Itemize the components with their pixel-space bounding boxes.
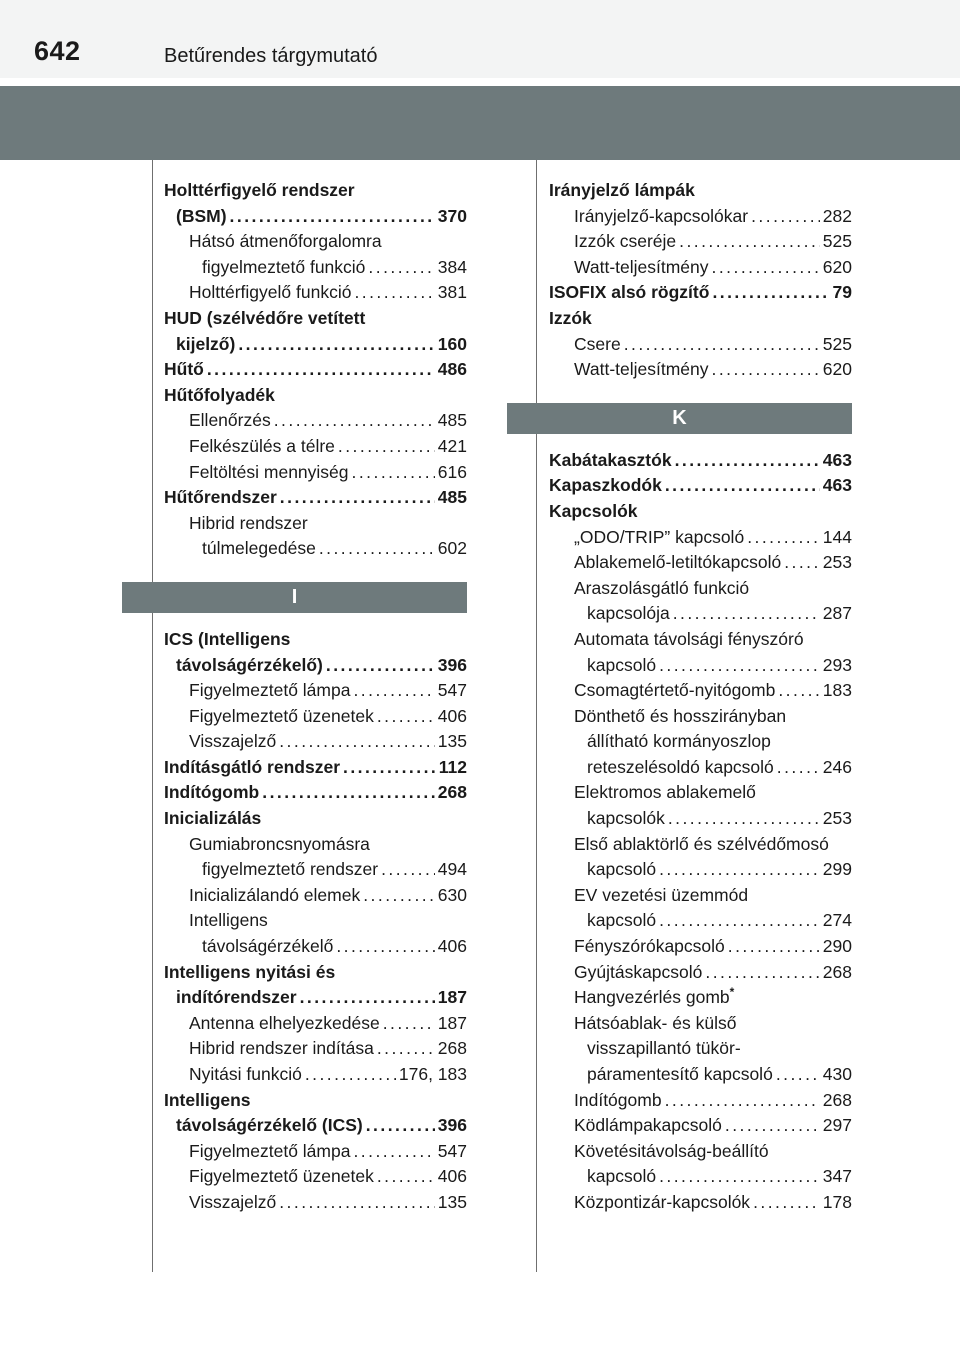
- index-page-ref: 253: [822, 808, 852, 829]
- dot-leader: [776, 1062, 820, 1088]
- column-divider-middle: [536, 160, 537, 1272]
- index-page-ref: 525: [822, 333, 852, 354]
- index-page-ref: 494: [437, 859, 467, 880]
- index-entry-text: figyelmeztető funkció: [202, 256, 366, 277]
- dot-leader: [377, 1164, 435, 1190]
- index-entry: [549, 1036, 852, 1062]
- index-entry: [164, 280, 467, 306]
- index-entry: [549, 280, 852, 306]
- index-letter-heading: K: [507, 403, 852, 434]
- index-page-ref: 274: [822, 910, 852, 931]
- index-entry-text: Figyelmeztető üzenetek: [189, 705, 374, 726]
- index-page-ref: 421: [437, 435, 467, 456]
- index-entry-text: (BSM): [176, 205, 227, 226]
- index-page-ref: 630: [437, 884, 467, 905]
- index-page-ref: 79: [832, 282, 852, 303]
- index-entry: [164, 1036, 467, 1062]
- dot-leader: [659, 653, 820, 679]
- dot-leader: [747, 525, 820, 551]
- index-entry: [549, 832, 852, 858]
- index-entry: [164, 729, 467, 755]
- index-entry: [549, 1164, 852, 1190]
- index-entry: [164, 704, 467, 730]
- dot-leader: [368, 255, 434, 281]
- dot-leader: [274, 408, 435, 434]
- index-entry: [164, 1062, 467, 1088]
- index-entry-text: Gumiabroncsnyomásra: [189, 833, 370, 854]
- index-entry-text: Irányjelző-kapcsolókar: [574, 205, 749, 226]
- index-entry-text: reteszelésoldó kapcsoló: [587, 756, 774, 777]
- dot-leader: [279, 1190, 435, 1216]
- index-page-ref: 178: [822, 1191, 852, 1212]
- index-page-ref: 620: [822, 359, 852, 380]
- index-entry-text: Ablakemelő-letiltókapcsoló: [574, 552, 782, 573]
- dot-leader: [673, 601, 820, 627]
- index-page-ref: 602: [437, 538, 467, 559]
- index-entry: [549, 448, 852, 474]
- index-entry: [164, 960, 467, 986]
- index-page-ref: 293: [822, 654, 852, 675]
- index-entry: [164, 408, 467, 434]
- index-entry-text: Követésitávolság-beállító: [574, 1140, 769, 1161]
- index-entry-text: Elektromos ablakemelő: [574, 782, 756, 803]
- index-page-ref: 268: [437, 782, 467, 803]
- index-entry-text: Dönthető és hosszirányban: [574, 705, 787, 726]
- index-entry: [164, 434, 467, 460]
- index-entry: [549, 653, 852, 679]
- index-entry-text: Kabátakasztók: [549, 449, 672, 470]
- index-entry: [549, 1190, 852, 1216]
- dot-leader: [377, 1036, 435, 1062]
- index-entry: [164, 178, 467, 204]
- header-band: [0, 86, 960, 160]
- index-entry: [549, 178, 852, 204]
- index-column-right: [549, 178, 852, 1216]
- index-entry-text: távolságérzékelő (ICS): [176, 1115, 363, 1136]
- column-divider-left: [152, 160, 153, 1272]
- index-entry-text: páramentesítő kapcsoló: [587, 1064, 773, 1084]
- index-entry-text: EV vezetési üzemmód: [574, 884, 749, 905]
- index-entry: [164, 934, 467, 960]
- index-entry-text: Első ablaktörlő és szélvédőmosó: [574, 833, 829, 854]
- index-entry-text: Kapaszkodók: [549, 475, 662, 496]
- index-page-ref: 253: [822, 552, 852, 573]
- index-entry: [164, 908, 467, 934]
- index-column-left: [164, 178, 467, 1216]
- section-title: Betűrendes tárgymutató: [164, 45, 378, 67]
- index-entry-text: Csomagtértető-nyitógomb: [574, 680, 776, 701]
- index-entry-text: távolságérzékelő): [176, 654, 323, 675]
- index-entry-text: Intelligens: [164, 1089, 251, 1110]
- index-page-ref: 176, 183: [398, 1064, 467, 1084]
- index-entry-text: kapcsoló: [587, 654, 657, 675]
- dot-leader: [238, 332, 434, 358]
- index-page-ref: 135: [437, 1191, 467, 1212]
- index-page-ref: 299: [822, 859, 852, 880]
- index-entry: [164, 511, 467, 537]
- page-number: 642: [34, 36, 81, 66]
- dot-leader: [728, 934, 820, 960]
- index-page-ref: 406: [437, 1166, 467, 1187]
- index-entry: [164, 357, 467, 383]
- index-page-ref: 187: [437, 987, 467, 1008]
- index-page-ref: 297: [822, 1115, 852, 1136]
- dot-leader: [353, 678, 434, 704]
- index-page-ref: 396: [437, 1115, 467, 1136]
- index-page-ref: 287: [822, 603, 852, 624]
- dot-leader: [305, 1062, 396, 1088]
- index-entry-text: Automata távolsági fényszóró: [574, 628, 804, 649]
- index-page-ref: 183: [822, 680, 852, 701]
- index-entry-text: kapcsoló: [587, 910, 657, 931]
- dot-leader: [705, 960, 819, 986]
- index-entry: [164, 383, 467, 409]
- index-entry-text: Intelligens nyitási és: [164, 961, 336, 982]
- index-entry-text: Központizár-kapcsolók: [574, 1191, 751, 1212]
- index-entry: [549, 704, 852, 730]
- index-page-ref: 347: [822, 1166, 852, 1187]
- index-entry: [164, 653, 467, 679]
- dot-leader: [363, 883, 435, 909]
- index-entry: [164, 1139, 467, 1165]
- index-entry-text: Nyitási funkció: [189, 1064, 302, 1084]
- dot-leader: [712, 255, 820, 281]
- index-entry-text: távolságérzékelő: [202, 936, 334, 957]
- index-page-ref: 485: [437, 410, 467, 431]
- index-entry: [549, 499, 852, 525]
- index-page-ref: 381: [437, 282, 467, 303]
- index-entry: [549, 255, 852, 281]
- index-entry: [549, 934, 852, 960]
- index-page-ref: 384: [437, 256, 467, 277]
- index-entry: [164, 485, 467, 511]
- index-entry: [164, 832, 467, 858]
- dot-leader: [725, 1113, 820, 1139]
- dot-leader: [712, 280, 829, 306]
- index-page-ref: 525: [822, 231, 852, 252]
- index-entry-text: Indítógomb: [164, 782, 260, 803]
- index-entry-text: Hátsóablak- és külső: [574, 1012, 737, 1033]
- index-entry-text: Gyújtáskapcsoló: [574, 961, 703, 982]
- index-entry-text: kijelző): [176, 333, 236, 354]
- index-entry: [164, 857, 467, 883]
- index-entry-text: Hűtőrendszer: [164, 487, 277, 508]
- dot-leader: [353, 1139, 434, 1165]
- index-entry-text: Figyelmeztető lámpa: [189, 1140, 351, 1161]
- index-entry-text: Fényszórókapcsoló: [574, 936, 725, 957]
- index-entry: [164, 883, 467, 909]
- index-entry-text: Intelligens: [189, 910, 268, 931]
- index-page-ref: 396: [437, 654, 467, 675]
- index-entry-text: Inicializálandó elemek: [189, 884, 361, 905]
- index-entry: [164, 1164, 467, 1190]
- index-entry: [549, 576, 852, 602]
- index-entry: [164, 627, 467, 653]
- dot-leader: [665, 473, 820, 499]
- index-entry-text: kapcsoló: [587, 859, 657, 880]
- index-entry-text: Indítógomb: [574, 1089, 662, 1110]
- index-entry-text: „ODO/TRIP” kapcsoló: [574, 526, 745, 547]
- index-entry: [549, 1139, 852, 1165]
- index-entry: [549, 550, 852, 576]
- index-page-ref: 620: [822, 256, 852, 277]
- index-entry-text: Csere: [574, 333, 621, 354]
- dot-leader: [751, 204, 820, 230]
- index-entry-text: figyelmeztető rendszer: [202, 859, 379, 880]
- index-entry: [164, 332, 467, 358]
- index-entry: [549, 960, 852, 986]
- index-entry: [549, 1113, 852, 1139]
- index-page-ref: 547: [437, 680, 467, 701]
- dot-leader: [778, 678, 819, 704]
- footnote-asterisk: *: [729, 985, 735, 1000]
- index-entry-text: Ködlámpakapcsoló: [574, 1115, 722, 1136]
- index-entry: [164, 229, 467, 255]
- index-entry: [164, 1011, 467, 1037]
- index-entry: [549, 1062, 852, 1088]
- index-entry-text: Figyelmeztető üzenetek: [189, 1166, 374, 1187]
- index-entry-text: Hibrid rendszer: [189, 512, 308, 533]
- index-page-ref: 268: [822, 961, 852, 982]
- index-page-ref: 370: [437, 205, 467, 226]
- index-entry: [164, 806, 467, 832]
- index-entry: [164, 1190, 467, 1216]
- index-page-ref: 144: [822, 526, 852, 547]
- dot-leader: [381, 857, 435, 883]
- index-page-ref: 187: [437, 1012, 467, 1033]
- dot-leader: [675, 448, 820, 474]
- index-page-ref: 616: [437, 461, 467, 482]
- dot-leader: [338, 434, 435, 460]
- index-entry: [549, 627, 852, 653]
- index-entry: [549, 357, 852, 383]
- index-page-ref: 430: [822, 1064, 852, 1084]
- index-entry-text: Felkészülés a télre: [189, 435, 335, 456]
- index-page-ref: 406: [437, 705, 467, 726]
- index-entry-text: Irányjelző lámpák: [549, 180, 695, 200]
- dot-leader: [377, 704, 435, 730]
- index-entry-text: ISOFIX alsó rögzítő: [549, 282, 710, 303]
- index-page-ref: 282: [822, 205, 852, 226]
- index-entry: [164, 536, 467, 562]
- index-page-ref: 486: [437, 359, 467, 380]
- index-entry-text: kapcsolója: [587, 603, 670, 624]
- index-entry-text: Hibrid rendszer indítása: [189, 1038, 374, 1059]
- index-page-ref: 290: [822, 936, 852, 957]
- index-entry-text: Hátsó átmenőforgalomra: [189, 231, 382, 252]
- index-entry: [164, 460, 467, 486]
- index-entry-text: Hűtőfolyadék: [164, 384, 275, 405]
- dot-leader: [753, 1190, 820, 1216]
- index-entry: [164, 1113, 467, 1139]
- index-page-ref: 547: [437, 1140, 467, 1161]
- index-entry-text: Hangvezérlés gomb: [574, 987, 730, 1008]
- index-letter-heading: I: [122, 582, 467, 613]
- dot-leader: [659, 908, 820, 934]
- index-entry: [549, 332, 852, 358]
- index-page-ref: 463: [822, 449, 852, 470]
- dot-leader: [207, 357, 435, 383]
- index-entry-text: Hűtő: [164, 359, 204, 380]
- index-entry: [549, 229, 852, 255]
- index-entry: [164, 204, 467, 230]
- index-entry-text: kapcsolók: [587, 808, 665, 829]
- page-header: [0, 0, 960, 78]
- index-entry-text: Holttérfigyelő funkció: [189, 282, 352, 303]
- index-entry: [549, 678, 852, 704]
- index-page-ref: 463: [822, 475, 852, 496]
- index-entry: [164, 780, 467, 806]
- index-entry: [549, 755, 852, 781]
- index-page-ref: 406: [437, 936, 467, 957]
- index-entry: [549, 1088, 852, 1114]
- index-entry-text: kapcsoló: [587, 1166, 657, 1187]
- index-entry: [164, 255, 467, 281]
- index-entry-text: Feltöltési mennyiség: [189, 461, 349, 482]
- dot-leader: [624, 332, 820, 358]
- dot-leader: [279, 729, 435, 755]
- index-entry: [549, 780, 852, 806]
- dot-leader: [352, 460, 435, 486]
- index-entry: [164, 755, 467, 781]
- dot-leader: [777, 755, 820, 781]
- dot-leader: [383, 1011, 435, 1037]
- index-entry-text: Inicializálás: [164, 808, 262, 829]
- index-entry: [549, 729, 852, 755]
- dot-leader: [319, 536, 435, 562]
- index-entry: [549, 857, 852, 883]
- dot-leader: [300, 985, 435, 1011]
- index-entry-text: Antenna elhelyezkedése: [189, 1012, 380, 1033]
- index-entry-text: Izzók cseréje: [574, 231, 677, 252]
- index-entry-text: Izzók: [549, 307, 592, 328]
- index-entry: [549, 525, 852, 551]
- dot-leader: [679, 229, 820, 255]
- dot-leader: [262, 780, 435, 806]
- index-page-ref: 160: [437, 333, 467, 354]
- dot-leader: [659, 1164, 820, 1190]
- index-entry: [549, 806, 852, 832]
- index-entry: [164, 306, 467, 332]
- dot-leader: [343, 755, 436, 781]
- dot-leader: [354, 280, 434, 306]
- dot-leader: [712, 357, 820, 383]
- dot-leader: [366, 1113, 435, 1139]
- index-entry-text: Watt-teljesítmény: [574, 359, 709, 380]
- dot-leader: [230, 204, 435, 230]
- index-page-ref: 135: [437, 731, 467, 752]
- index-entry-text: Kapcsolók: [549, 500, 638, 521]
- index-entry-text: túlmelegedése: [202, 538, 316, 559]
- dot-leader: [280, 485, 435, 511]
- index-entry-text: visszapillantó tükör-: [587, 1038, 741, 1059]
- index-entry: [549, 985, 852, 1011]
- index-entry-text: Visszajelző: [189, 1191, 277, 1212]
- dot-leader: [659, 857, 820, 883]
- dot-leader: [336, 934, 434, 960]
- index-entry: [549, 473, 852, 499]
- index-page-ref: 246: [822, 756, 852, 777]
- dot-leader: [784, 550, 820, 576]
- index-entry: [164, 678, 467, 704]
- index-page-ref: 268: [437, 1038, 467, 1059]
- index-entry: [549, 601, 852, 627]
- index-page-ref: 268: [822, 1089, 852, 1110]
- index-entry-text: Indításgátló rendszer: [164, 756, 341, 777]
- dot-leader: [668, 806, 820, 832]
- index-entry-text: ICS (Intelligens: [164, 628, 291, 649]
- index-entry-text: HUD (szélvédőre vetített: [164, 307, 366, 328]
- index-entry-text: Ellenőrzés: [189, 410, 271, 431]
- index-entry-text: állítható kormányoszlop: [587, 731, 771, 752]
- index-page-ref: 112: [438, 756, 467, 777]
- index-entry: [549, 204, 852, 230]
- index-entry-text: Figyelmeztető lámpa: [189, 680, 351, 701]
- index-entry-text: Watt-teljesítmény: [574, 256, 709, 277]
- dot-leader: [665, 1088, 820, 1114]
- index-entry-text: Visszajelző: [189, 731, 277, 752]
- dot-leader: [326, 653, 435, 679]
- index-entry-text: Holttérfigyelő rendszer: [164, 180, 355, 200]
- index-entry: [549, 306, 852, 332]
- index-entry: [549, 1011, 852, 1037]
- index-entry: [164, 1088, 467, 1114]
- index-entry: [549, 883, 852, 909]
- index-entry: [164, 985, 467, 1011]
- index-page-ref: 485: [437, 487, 467, 508]
- index-entry-text: indítórendszer: [176, 987, 297, 1008]
- index-entry-text: Araszolásgátló funkció: [574, 577, 750, 598]
- index-entry: [549, 908, 852, 934]
